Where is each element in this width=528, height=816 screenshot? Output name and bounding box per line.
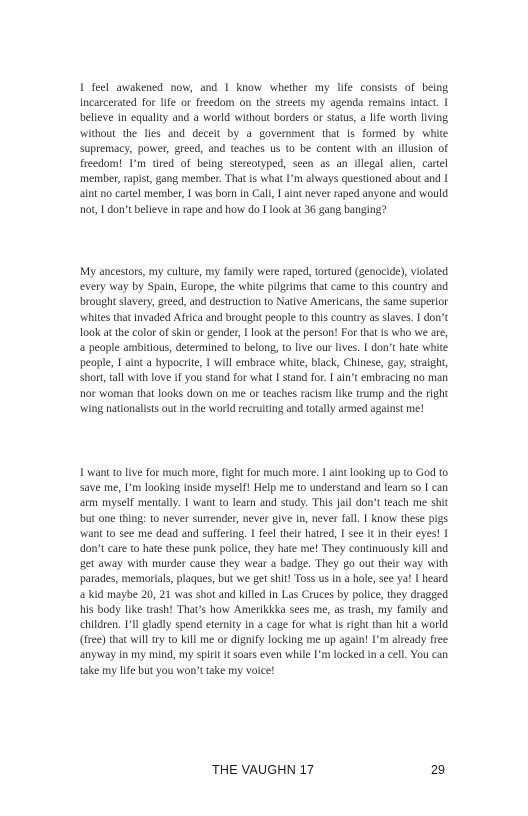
running-footer-title: THE VAUGHN 17 [212,763,315,777]
page-number: 29 [431,763,445,777]
paragraph-text: I feel awakened now, and I know whether my life consists of being incarcerated for life or freedom on the streets my agenda remains intact. I believe in equality and a world without borders or status, a life worth living without the lies and deceit by a government that is formed by white supremacy, power, greed, and teaches us to be content with an illusion of freedom! I’m tired of being stereotyped, seen as an illegal alien, cartel member, rapist, gang member. That is what I’m always questioned about and I aint no cartel member, I was born in Cali, I aint never raped anyone and would not, I don’t believe in rape and how do I look at 36 gang banging? [80,81,448,216]
body-paragraph-2 [80,264,448,416]
page-footer [0,763,528,783]
paragraph-text: My ancestors, my culture, my family were raped, tortured (genocide), violated every way by Spain, Europe, the white pilgrims that came to this country and brought slavery, greed, and destruction to Native Americans, the same superior whites that invaded Africa and brought people to this country as slaves. I don’t look at the color of skin or gender, I look at the person! For that is who we are, a people ambitious, determined to belong, to live our lives. I don’t hate white people, I aint a hypocrite, I will embrace white, black, Chinese, gay, straight, short, tall with love if you stand for what I stand for. I ain’t embracing no man nor woman that looks down on me or teaches racism like trump and the right wing nationalists out in the world recruiting and totally armed against me! [80,265,448,415]
paragraph-text: I want to live for much more, fight for much more. I aint looking up to God to save me, I’m looking inside myself! Help me to understand and learn so I can arm myself mentally. I want to learn and study. This jail don’t teach me shit but one thing: to never surrender, never give in, never fall. I know these pigs want to see me dead and suffering. I feel their hatred, I see it in their eyes! I don’t care to hate these punk police, they hate me! They continuously kill and get away with murder cause they wear a badge. They go out their way with parades, memorials, plaques, but we get shit! Toss us in a hole, see ya! I heard a kid maybe 20, 21 was shot and killed in Las Cruces by police, they dragged his body like trash! That’s how Amerikkka sees me, as trash, my family and children. I’ll gladly spend eternity in a cage for what is right than hit a world (free) that will try to kill me or dignify locking me up again! I’m already free anyway in my mind, my spirit it soars even while I’m locked in a cell. You can take my life but you won’t take my voice! [80,466,448,677]
body-paragraph-1 [80,80,448,217]
body-paragraph-3 [80,465,448,678]
